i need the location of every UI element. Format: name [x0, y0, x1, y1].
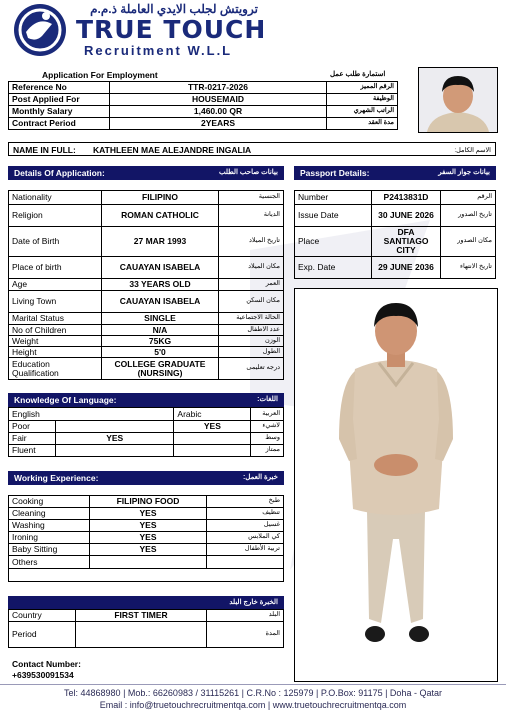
field-value: 2YEARS — [110, 118, 327, 130]
field-value: TTR-0217-2026 — [110, 82, 327, 94]
row-value: ROMAN CATHOLIC — [102, 205, 219, 227]
arabic-level — [174, 433, 251, 445]
table-row — [9, 291, 284, 313]
row-value: DFA SANTIAGO CITY — [372, 227, 441, 257]
row-label: Exp. Date — [295, 257, 372, 279]
footer-email-line: Email : info@truetouchrecruitmentqa.com | www.truetouchrecruitmentqa.com — [99, 700, 407, 710]
row-value: 5'0 — [102, 347, 219, 358]
table-row — [9, 347, 284, 358]
application-section-header — [8, 166, 284, 180]
table-row — [9, 313, 284, 325]
company-name-arabic: ترويتش لجلب الايدي العاملة ذ.م.م — [90, 2, 258, 16]
english-level — [56, 421, 174, 433]
arabic-column-header: Arabic — [174, 408, 251, 421]
company-subtitle: Recruitment W.L.L — [84, 43, 233, 58]
row-value: YES — [90, 520, 207, 532]
row-label: Cleaning — [9, 508, 90, 520]
row-label: Height — [9, 347, 102, 358]
row-label-arabic: غسيل — [207, 520, 284, 532]
table-row — [9, 610, 284, 622]
row-label: Fair — [9, 433, 56, 445]
row-label-arabic: تربية الأطفال — [207, 544, 284, 556]
table-row — [9, 279, 284, 291]
row-label-arabic: طبخ — [207, 496, 284, 508]
row-label-arabic: تاريخ الصدور — [441, 205, 496, 227]
row-label: Weight — [9, 336, 102, 347]
row-label: Fluent — [9, 445, 56, 457]
form-title: Application For Employment — [42, 70, 158, 80]
field-value: HOUSEMAID — [110, 94, 327, 106]
table-row — [9, 569, 284, 582]
row-label-arabic: الرقم — [441, 191, 496, 205]
blank-row — [9, 569, 284, 582]
passport-details-table — [294, 190, 496, 279]
table-row — [9, 358, 284, 380]
table-row — [9, 421, 284, 433]
field-label: Monthly Salary — [9, 106, 110, 118]
table-row — [9, 94, 398, 106]
row-label: Washing — [9, 520, 90, 532]
row-label-arabic: الجنسية — [219, 191, 284, 205]
english-level — [56, 445, 174, 457]
row-value: YES — [90, 508, 207, 520]
row-value: YES — [90, 544, 207, 556]
row-label: Poor — [9, 421, 56, 433]
row-label-arabic: وسط — [251, 433, 284, 445]
row-value: FILIPINO — [102, 191, 219, 205]
row-value: N/A — [102, 325, 219, 336]
row-label: Religion — [9, 205, 102, 227]
field-label-arabic: الوظيفة — [327, 94, 398, 106]
row-label-arabic: الحالة الاجتماعية — [219, 313, 284, 325]
row-label-arabic: مكان الصدور — [441, 227, 496, 257]
row-label: Place — [295, 227, 372, 257]
footer-divider — [0, 684, 506, 685]
full-name-value: KATHLEEN MAE ALEJANDRE INGALIA — [93, 145, 252, 155]
row-value: P2413831D — [372, 191, 441, 205]
table-row — [9, 82, 398, 94]
table-row — [295, 205, 496, 227]
row-label-arabic: مكان السكن — [219, 291, 284, 313]
full-name-label-arabic: الاسم الكامل: — [454, 147, 491, 154]
row-label-arabic: الديانة — [219, 205, 284, 227]
table-row — [9, 532, 284, 544]
english-column-header: English — [9, 408, 174, 421]
company-logo — [8, 2, 72, 58]
table-row — [9, 191, 284, 205]
contact-number: +639530091534 — [12, 670, 74, 680]
row-label: Country — [9, 610, 76, 622]
row-value: SINGLE — [102, 313, 219, 325]
field-label: Post Applied For — [9, 94, 110, 106]
table-row — [9, 556, 284, 569]
table-row — [295, 257, 496, 279]
row-label-arabic: تنظيف — [207, 508, 284, 520]
row-label: Education Qualification — [9, 358, 102, 380]
abroad-section-header — [8, 596, 284, 610]
table-row — [9, 433, 284, 445]
row-label: Living Town — [9, 291, 102, 313]
row-value: 33 YEARS OLD — [102, 279, 219, 291]
row-label: Cooking — [9, 496, 90, 508]
row-label: Place of birth — [9, 257, 102, 279]
application-header-label: Details Of Application: — [14, 168, 105, 178]
row-label-arabic: تاريخ الميلاد — [219, 227, 284, 257]
row-label: Date of Birth — [9, 227, 102, 257]
field-label: Contract Period — [9, 118, 110, 130]
row-value — [76, 622, 207, 648]
passport-header-label: Passport Details: — [300, 168, 370, 178]
abroad-experience-table — [8, 609, 284, 648]
table-row — [9, 227, 284, 257]
contact-label: Contact Number: — [12, 659, 81, 669]
row-label: Others — [9, 556, 90, 569]
row-value: COLLEGE GRADUATE (NURSING) — [102, 358, 219, 380]
row-label-arabic: درجه تعليمى — [219, 358, 284, 380]
experience-header-label: Working Experience: — [14, 473, 99, 483]
row-label-arabic: لاشيء — [251, 421, 284, 433]
table-row — [9, 508, 284, 520]
row-label: Period — [9, 622, 76, 648]
arabic-level: YES — [174, 421, 251, 433]
row-label-arabic: المدة — [207, 622, 284, 648]
table-row — [9, 520, 284, 532]
table-row — [9, 408, 284, 421]
table-row — [9, 106, 398, 118]
row-value: FIRST TIMER — [76, 610, 207, 622]
row-value: 27 MAR 1993 — [102, 227, 219, 257]
row-value: 30 JUNE 2026 — [372, 205, 441, 227]
row-label: Marital Status — [9, 313, 102, 325]
row-value: YES — [90, 532, 207, 544]
language-header-label: Knowledge Of Language: — [14, 395, 117, 405]
row-label-arabic: ممتاز — [251, 445, 284, 457]
applicant-portrait-photo — [418, 67, 498, 133]
field-value: 1,460.00 QR — [110, 106, 327, 118]
arabic-level — [174, 445, 251, 457]
table-row — [9, 496, 284, 508]
row-label: Nationality — [9, 191, 102, 205]
row-label-arabic: الطول — [219, 347, 284, 358]
row-value: CAUAYAN ISABELA — [102, 291, 219, 313]
row-label: Number — [295, 191, 372, 205]
form-fields-table — [8, 81, 398, 130]
field-label-arabic: مدة العقد — [327, 118, 398, 130]
table-row — [9, 118, 398, 130]
form-title-arabic: استمارة طلب عمل — [330, 71, 386, 78]
experience-section-header — [8, 471, 284, 485]
footer-contact-line: Tel: 44868980 | Mob.: 66260983 / 31115261 | C.R.No : 125979 | P.O.Box: 91175 | Doha - Qatar — [64, 688, 442, 698]
row-label-arabic: عدد الاطفال — [219, 325, 284, 336]
language-table — [8, 407, 284, 457]
table-row — [295, 227, 496, 257]
row-label-arabic — [207, 556, 284, 569]
applicant-full-body-photo — [294, 288, 498, 682]
row-label: Age — [9, 279, 102, 291]
field-label-arabic: الرقم المميز — [327, 82, 398, 94]
row-label-arabic: الوزن — [219, 336, 284, 347]
row-label-arabic: مكان الميلاد — [219, 257, 284, 279]
arabic-column-header-arabic: العربية — [251, 408, 284, 421]
field-label: Reference No — [9, 82, 110, 94]
row-value — [90, 556, 207, 569]
row-value: FILIPINO FOOD — [90, 496, 207, 508]
abroad-header-arabic: الخبرة خارج البلد — [229, 599, 278, 606]
passport-section-header — [294, 166, 496, 180]
passport-header-arabic: بيانات جواز السفر — [438, 169, 490, 176]
language-section-header — [8, 393, 284, 407]
row-label-arabic: العمر — [219, 279, 284, 291]
full-name-label: NAME IN FULL: — [13, 145, 76, 155]
company-name: TRUE TOUCH — [76, 15, 267, 44]
experience-header-arabic: خبرة العمل: — [242, 474, 278, 481]
application-header-arabic: بيانات صاحب الطلب — [218, 169, 278, 176]
application-details-table — [8, 190, 284, 380]
table-row — [295, 191, 496, 205]
row-label-arabic: البلد — [207, 610, 284, 622]
full-name-box — [8, 142, 496, 156]
table-row — [9, 205, 284, 227]
language-header-arabic: اللغات: — [257, 396, 278, 403]
english-level: YES — [56, 433, 174, 445]
row-value: CAUAYAN ISABELA — [102, 257, 219, 279]
row-label: No of Children — [9, 325, 102, 336]
table-row — [9, 622, 284, 648]
table-row — [9, 336, 284, 347]
table-row — [9, 544, 284, 556]
experience-table — [8, 495, 284, 582]
row-value: 75KG — [102, 336, 219, 347]
table-row — [9, 445, 284, 457]
table-row — [9, 257, 284, 279]
field-label-arabic: الراتب الشهري — [327, 106, 398, 118]
row-label: Ironing — [9, 532, 90, 544]
row-value: 29 JUNE 2036 — [372, 257, 441, 279]
table-row — [9, 325, 284, 336]
row-label: Baby Sitting — [9, 544, 90, 556]
row-label-arabic: كي الملابس — [207, 532, 284, 544]
row-label-arabic: تاريخ الانتهاء — [441, 257, 496, 279]
row-label: Issue Date — [295, 205, 372, 227]
